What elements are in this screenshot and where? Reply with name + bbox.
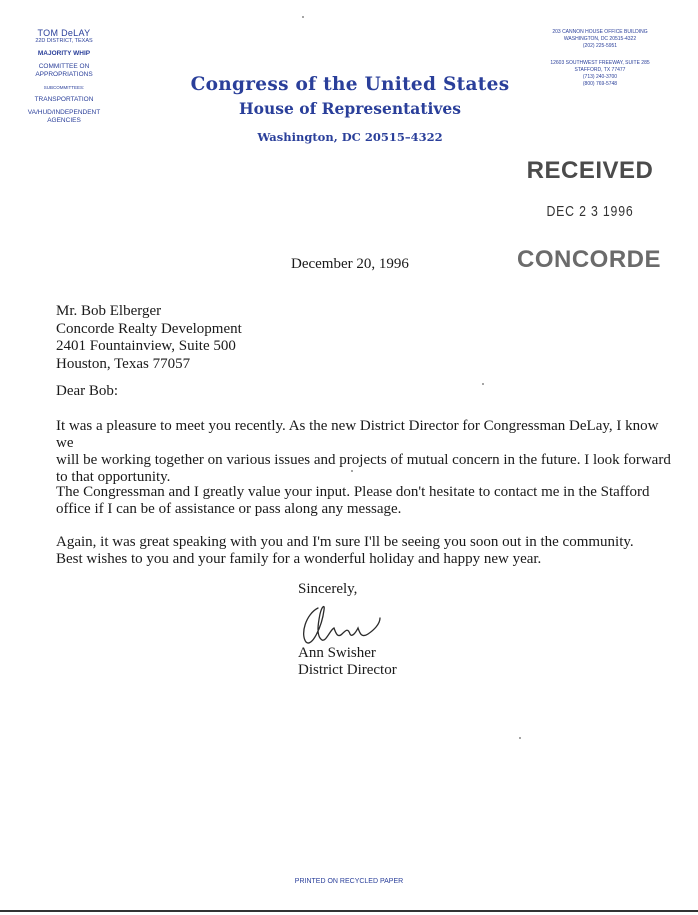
paragraph-line: Again, it was great speaking with you and I'm sure I'll be seeing you soon out in the community. bbox=[56, 534, 634, 550]
recipient-company: Concorde Realty Development bbox=[56, 320, 242, 337]
member-sidebar bbox=[0, 28, 128, 125]
paragraph-1 bbox=[56, 418, 676, 486]
local-office-line-1: 12603 SOUTHWEST FREEWAY, SUITE 285 bbox=[550, 60, 650, 66]
signer-title: District Director bbox=[298, 662, 397, 678]
paragraph-3 bbox=[56, 534, 676, 568]
paragraph-line: Best wishes to you and your family for a wonderful holiday and happy new year. bbox=[56, 551, 542, 567]
received-date-stamp: DEC 2 3 1996 bbox=[546, 203, 634, 220]
signer-block bbox=[298, 645, 397, 679]
bottom-edge-rule bbox=[0, 910, 698, 912]
subcommittee-2-line-2: AGENCIES bbox=[47, 117, 81, 124]
recipient-address bbox=[56, 303, 242, 373]
paragraph-line: to that opportunity. bbox=[56, 469, 171, 485]
recipient-street: 2401 Fountainview, Suite 500 bbox=[56, 338, 236, 354]
paragraph-line: It was a pleasure to meet you recently. As the new District Director for Congressman DeLay, I know we bbox=[56, 418, 659, 451]
paper-speck bbox=[482, 383, 484, 385]
letterhead-house: House of Representatives bbox=[239, 99, 461, 118]
paragraph-line: The Congressman and I greatly value your input. Please don't hesitate to contact me in the Stafford bbox=[56, 484, 650, 500]
committee-line-1: COMMITTEE ON bbox=[38, 63, 90, 70]
dc-office-line-2: WASHINGTON, DC 20515-4322 bbox=[563, 36, 637, 42]
salutation: Dear Bob: bbox=[56, 383, 119, 399]
recipient-city: Houston, Texas 77057 bbox=[56, 355, 191, 372]
committee-line-2: APPROPRIATIONS bbox=[35, 71, 93, 78]
paragraph-line: office if I can be of assistance or pass along any message. bbox=[56, 501, 402, 517]
local-office-line-2: STAFFORD, TX 77477 bbox=[574, 67, 626, 73]
member-district: 22D DISTRICT, TEXAS bbox=[35, 38, 93, 44]
subcommittee-1: TRANSPORTATION bbox=[34, 96, 94, 103]
letter-date: December 20, 1996 bbox=[291, 256, 409, 272]
dc-office-phone: (202) 225-5951 bbox=[582, 43, 618, 49]
paper-speck bbox=[519, 737, 521, 739]
received-stamp: RECEIVED bbox=[526, 157, 654, 184]
member-title: MAJORITY WHIP bbox=[37, 50, 91, 57]
signer-name: Ann Swisher bbox=[298, 645, 376, 661]
paper-speck bbox=[302, 16, 304, 18]
recycled-paper-footer: PRINTED ON RECYCLED PAPER bbox=[294, 878, 404, 885]
dc-office-line-1: 203 CANNON HOUSE OFFICE BUILDING bbox=[552, 29, 648, 35]
paragraph-2 bbox=[56, 484, 676, 518]
handwritten-signature bbox=[296, 600, 388, 648]
letterhead-city: Washington, DC 20515–4322 bbox=[257, 130, 443, 144]
letterhead-congress: Congress of the United States bbox=[190, 74, 510, 95]
local-office-phone-2: (800) 769-5748 bbox=[582, 81, 618, 87]
subcommittee-2-line-1: VA/HUD/INDEPENDENT bbox=[27, 109, 101, 116]
paragraph-line: will be working together on various issues and projects of mutual concern in the future. I look forward bbox=[56, 452, 671, 468]
office-addresses bbox=[540, 29, 660, 88]
letterhead bbox=[180, 74, 520, 144]
local-office-phone-1: (713) 240-3700 bbox=[582, 74, 618, 80]
paper-speck bbox=[351, 470, 353, 472]
closing: Sincerely, bbox=[298, 581, 358, 597]
company-stamp: CONCORDE bbox=[516, 246, 661, 273]
subcommittees-label: SUBCOMMITTEES: bbox=[43, 85, 85, 90]
member-name: TOM DeLAY bbox=[37, 28, 91, 38]
recipient-name: Mr. Bob Elberger bbox=[56, 303, 162, 319]
